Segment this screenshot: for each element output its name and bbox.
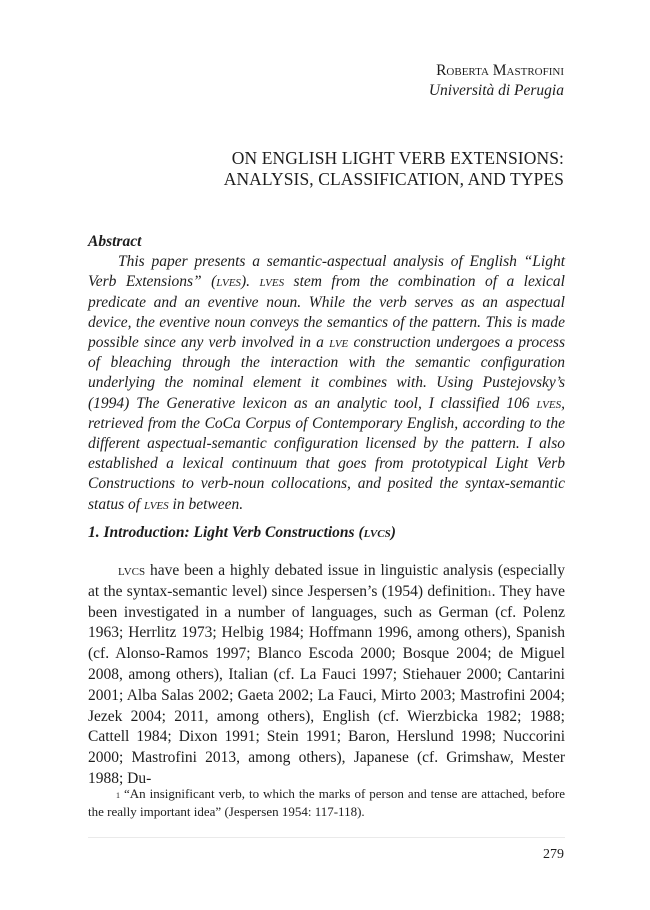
intro-text-part: have been a highly debated issue in linguistic analysis (especially at the syntax-semantic level) since Jespersen’s (1954) definition bbox=[88, 562, 565, 600]
abbreviation: lves bbox=[216, 273, 241, 291]
author-affiliation: Università di Perugia bbox=[428, 82, 564, 99]
intro-section bbox=[88, 561, 565, 790]
footnote-reference[interactable]: 1 bbox=[487, 588, 492, 598]
footer-divider bbox=[88, 837, 565, 838]
abbreviation: lves bbox=[259, 273, 285, 291]
section-heading-text: 1. Introduction: Light Verb Constructions ( bbox=[88, 524, 364, 541]
abstract-text bbox=[88, 252, 565, 515]
abstract-text-part: construction undergoes a process of bleaching through the interaction with the semantic configuration underlying the nominal element it combines with. Using Pustejovsky’s (1994) The Generative lexicon as an analytic tool, I classified 106 bbox=[88, 334, 565, 412]
author-block bbox=[429, 61, 564, 101]
author-name: Roberta Mastrofini bbox=[436, 62, 564, 79]
abstract-section bbox=[88, 232, 565, 515]
abstract-text-part: This paper presents a semantic-aspectual analysis of English “Light Verb Extensions” ( bbox=[88, 253, 565, 291]
abstract-text-part: stem from the combination of a lexical predicate and an eventive noun. While the verb serves as an aspectual device, the eventive noun conveys the semantics of the pattern. This is made possible since any verb involved in a bbox=[88, 273, 565, 352]
page-number: 279 bbox=[543, 847, 564, 862]
title-line-1: ON ENGLISH LIGHT VERB EXTENSIONS: bbox=[231, 148, 564, 168]
abbreviation: lve bbox=[329, 334, 349, 352]
abbreviation: lves bbox=[536, 394, 562, 412]
abstract-text-part: in between. bbox=[168, 495, 244, 513]
abbreviation: lvcs bbox=[118, 562, 146, 579]
intro-text-part: . They have been investigated in a number of languages, such as German (cf. Polenz 1963; Herrlitz 1973; Helbig 1984; Hoffmann 1996, among others), Spanish (cf. Alonso-Ramos 1997; Blanco Escoda 2000; Bosque 2004; de Miguel 2008, among others), Italian (cf. La Fauci 1997; Stiehauer 2000; Cantarini 2001; Alba Salas 2002; Gaeta 2002; La Fauci, Mirto 2003; Mastrofini 2004; Jezek 2004; 2011, among others), English (cf. Wierzbicka 1982; 1988; Cattell 1984; Dixon 1991; Stein 1991; Baron, Herslund 1998; Nuccorini 2000; Mastrofini 2013, among others), Japanese (cf. Grimshaw, Mester 1988; Du- bbox=[88, 582, 565, 787]
abbreviation: lvcs bbox=[363, 524, 391, 541]
intro-paragraph bbox=[88, 561, 565, 790]
section-heading-close: ) bbox=[390, 524, 396, 541]
title-line-2: ANALYSIS, CLASSIFICATION, AND TYPES bbox=[223, 169, 564, 189]
abstract-text-part: ). bbox=[240, 273, 260, 291]
footnote bbox=[88, 785, 565, 820]
paper-title bbox=[224, 148, 564, 190]
section-heading bbox=[88, 524, 396, 542]
footnote-number: 1 bbox=[116, 791, 120, 800]
abbreviation: lves bbox=[143, 495, 169, 513]
footnote-text: “An insignificant verb, to which the marks of person and tense are attached, before the really important idea” (Jespersen 1954: 117-118). bbox=[88, 786, 565, 819]
abstract-text-part: , retrieved from the CoCa Corpus of Contemporary English, according to the different aspectual-semantic configuration licensed by the pattern. I also established a lexical continuum that goes from prototypical Light Verb Constructions to verb-noun collocations, and posited the syntax-semantic status of bbox=[88, 394, 565, 513]
abstract-heading: Abstract bbox=[88, 233, 142, 250]
